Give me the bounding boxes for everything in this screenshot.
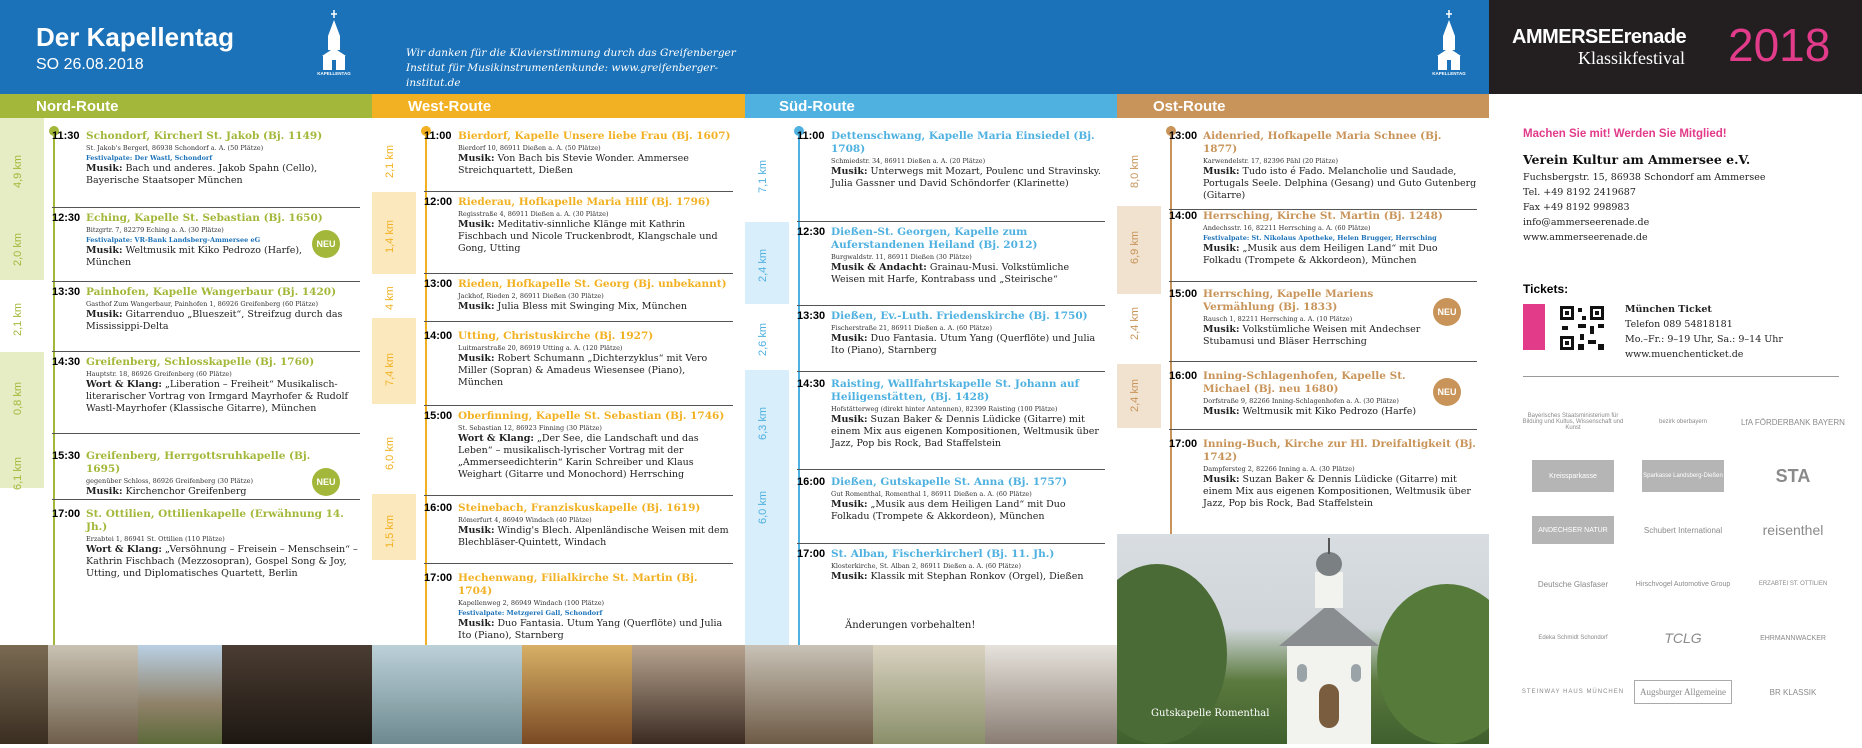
logo-caption: KAPELLENTAG	[317, 71, 351, 76]
sponsor-logo: Sparkasse Landsberg-Dießen	[1642, 460, 1724, 492]
distance-label: 0,8 km	[12, 381, 24, 415]
event-time: 17:00	[424, 572, 453, 584]
new-badge: NEU	[1433, 298, 1461, 326]
panel-divider	[1523, 376, 1839, 377]
music-label: Musik:	[86, 245, 123, 256]
event-time: 12:30	[52, 212, 81, 224]
event-time: 14:00	[1169, 210, 1198, 222]
sponsor-logo: Kreissparkasse	[1532, 460, 1614, 492]
brand-subtitle: Klassikfestival	[1578, 48, 1685, 68]
music-text: Volkstümliche Weisen mit Andechser Stubamusi und Bläser Herrsching	[1203, 324, 1421, 347]
music-label: Musik:	[1203, 474, 1240, 485]
event-entry	[1169, 210, 1477, 282]
event-time: 12:00	[424, 196, 453, 208]
music-label: Wort & Klang:	[86, 544, 162, 555]
event-place: Herrsching, Kapelle Mariens Vermählung (Bj. 1833)	[1203, 288, 1374, 313]
event-time: 12:30	[797, 226, 826, 238]
event-time: 13:30	[797, 310, 826, 322]
event-address: Klosterkirche, St. Alban 2, 86911 Dießen a. A. (60 Plätze)	[831, 562, 1021, 570]
distance-label: 6,0 km	[384, 436, 396, 470]
distance-label: 1,5 km	[384, 514, 396, 548]
thanks-line-1: Wir danken für die Klavierstimmung durch das Greifenberger	[406, 47, 736, 59]
event-place: Utting, Christuskirche (Bj. 1927)	[458, 330, 654, 342]
music-text: „Versöhnung – Freisein – Menschsein“ – Kathrin Fischbach (Mezzosopran), Gospel Song & Joy, Utting, und Diplomatisches Quartett, Berlin	[86, 544, 358, 579]
route-header-sued: Süd-Route	[745, 94, 1117, 118]
photo-strip-nord	[0, 645, 372, 744]
event-entry	[1169, 370, 1477, 430]
music-text: „Der See, die Landschaft und das Leben“ – musikalisch-lyrischer Vortrag mit der „Ammerseedichterin“ Karin Schreiber und Klaus Weighart (Gitarre und Monochord) Herrsching	[458, 433, 699, 480]
music-label: Musik:	[831, 333, 868, 344]
sponsor-logo: TCLG	[1664, 630, 1702, 646]
photo-chapel-entrance	[873, 645, 985, 744]
event-place: Greifenberg, Herrgottsruhkapelle (Bj. 1695)	[86, 450, 311, 475]
music-label: Musik:	[458, 153, 495, 164]
association-website[interactable]: www.ammerseerenade.de	[1523, 232, 1648, 243]
distance-label: 2,4 km	[1129, 378, 1141, 412]
event-time: 13:30	[52, 286, 81, 298]
photo-church	[138, 645, 222, 744]
event-address: Bitzgrtr. 7, 82279 Eching a. A. (30 Plätze)	[86, 226, 224, 234]
sponsor-logo: bezirk oberbayern	[1658, 419, 1708, 425]
event-address: Karwendelstr. 17, 82396 Pähl (20 Plätze)	[1203, 157, 1339, 165]
event-place: Rieden, Hofkapelle St. Georg (Bj. unbekannt)	[458, 278, 727, 290]
distance-label: 2,0 km	[12, 232, 24, 266]
event-time: 15:00	[424, 410, 453, 422]
sponsor-logo: Augsburger Allgemeine	[1634, 680, 1732, 704]
event-entry	[1169, 288, 1477, 362]
distance-label: 8,0 km	[1129, 154, 1141, 188]
event-entry	[52, 508, 360, 638]
event-place: Dießen-St. Georgen, Kapelle zum Auferstandenen Heiland (Bj. 2012)	[831, 226, 1038, 251]
music-label: Musik:	[1203, 166, 1240, 177]
event-place: Eching, Kapelle St. Sebastian (Bj. 1650)	[86, 212, 323, 224]
sponsor-grid	[1518, 396, 1848, 716]
event-entry	[424, 410, 733, 496]
music-text: Von Bach bis Stevie Wonder. Ammersee Streichquartett, Dießen	[458, 153, 689, 176]
event-address: Hauptstr. 18, 86926 Greifenberg (60 Plätze)	[86, 370, 232, 378]
event-place: Steinebach, Franziskuskapelle (Bj. 1619)	[458, 502, 701, 514]
music-text: Suzan Baker & Dennis Lüdicke (Gitarre) mit einem Mix aus eigenen Kompositionen, Weltmusik über Jazz, Pop bis Rock, Bad Staffelstein	[1203, 474, 1471, 509]
distance-label: 6,1 km	[12, 456, 24, 490]
event-entry	[797, 548, 1105, 608]
event-address: Römerfurt 4, 86949 Windach (40 Plätze)	[458, 516, 592, 524]
event-address: Gasthof Zum Wangerbaur, Painhofen 1, 86926 Greifenberg (60 Plätze)	[86, 300, 319, 308]
music-text: Suzan Baker & Dennis Lüdicke (Gitarre) mit einem Mix aus eigenen Kompositionen, Weltmusik über Jazz, Pop bis Rock, Bad Staffelstein	[831, 414, 1099, 449]
event-address: Regisstraße 4, 86911 Dießen a. A. (30 Plätze)	[458, 210, 609, 218]
changes-note: Änderungen vorbehalten!	[845, 620, 976, 631]
distance-label: 2,4 km	[757, 248, 769, 282]
distance-label: 4,9 km	[12, 154, 24, 188]
event-entry	[52, 130, 360, 208]
event-time: 17:00	[1169, 438, 1198, 450]
sponsor-logo: Bayerisches Staatsministerium für Bildung und Kultus, Wissenschaft und Kunst	[1522, 413, 1624, 431]
music-label: Musik:	[1203, 406, 1240, 417]
music-text: Weltmusik mit Kiko Pedrozo (Harfe)	[1242, 406, 1417, 417]
event-place: Dießen, Ev.-Luth. Friedenskirche (Bj. 1750)	[831, 310, 1088, 322]
event-entry	[424, 130, 733, 192]
distance-label: 7,4 km	[384, 352, 396, 386]
event-time: 13:00	[424, 278, 453, 290]
photo-altar	[522, 645, 632, 744]
music-text: Kirchenchor Greifenberg	[125, 486, 247, 497]
music-text: Meditativ-sinnliche Klänge mit Kathrin Fischbach und Nicole Truckenbrodt, Klangschale und Gong, Utting	[458, 219, 718, 254]
qr-code-icon	[1558, 304, 1606, 352]
music-text: Tudo isto é Fado. Melancholie und Saudade, Portugals Seele. Delphina (Gesang) und Guto Gutenberg (Gitarre)	[1203, 166, 1477, 201]
photo-singer	[632, 645, 745, 744]
event-address: Dampfersteg 2, 82266 Inning a. A. (30 Plätze)	[1203, 465, 1355, 473]
sponsor-logo: STA	[1775, 465, 1811, 486]
event-place: St. Alban, Fischerkircherl (Bj. 11. Jh.)	[831, 548, 1055, 560]
event-time: 16:00	[424, 502, 453, 514]
route-header-west: West-Route	[372, 94, 745, 118]
distance-label: 2,1 km	[384, 144, 396, 178]
event-place: Aidenried, Hofkapelle Maria Schnee (Bj. 1877)	[1203, 130, 1442, 155]
music-label: Musik:	[831, 414, 868, 425]
event-time: 15:30	[52, 450, 81, 462]
event-address: St. Jakob's Bergerl, 86938 Schondorf a. A. (50 Plätze)	[86, 144, 264, 152]
event-place: St. Ottilien, Ottilienkapelle (Erwähnung 14. Jh.)	[86, 508, 344, 533]
event-entry	[797, 378, 1105, 470]
event-address: Andechsstr. 16, 82211 Herrsching a. A. (60 Plätze)	[1203, 224, 1371, 232]
event-sponsor: Festivalpate: Der Wastl, Schondorf	[86, 154, 213, 162]
event-entry	[797, 226, 1105, 306]
page-title: Der Kapellentag	[36, 22, 234, 52]
music-label: Musik:	[458, 301, 495, 312]
event-place: Inning-Schlagenhofen, Kapelle St. Michael (Bj. neu 1680)	[1203, 370, 1406, 395]
route-column-nord	[0, 118, 372, 645]
event-place: Raisting, Wallfahrtskapelle St. Johann auf Heiligenstätten, (Bj. 1428)	[831, 378, 1080, 403]
chapel-photo	[1117, 534, 1489, 744]
brand-name: AMMERSEErenade	[1512, 26, 1687, 48]
event-place: Inning-Buch, Kirche zur Hl. Dreifaltigkeit (Bj. 1742)	[1203, 438, 1476, 463]
distance-label: 6,9 km	[1129, 230, 1141, 264]
photo-harp	[0, 645, 48, 744]
event-sponsor: Festivalpate: Metzgerei Gall, Schondorf	[458, 609, 603, 617]
thanks-note	[406, 46, 736, 91]
music-label: Musik:	[1203, 324, 1240, 335]
new-badge: NEU	[312, 230, 340, 258]
ticket-vendor: München Ticket	[1625, 304, 1712, 315]
event-time: 11:00	[797, 130, 825, 142]
music-text: Duo Fantasia. Utum Yang (Querflöte) und Julia Ito (Piano), Starnberg	[831, 333, 1096, 356]
event-address: Luitmarstraße 20, 86919 Utting a. A. (120 Plätze)	[458, 344, 623, 352]
music-label: Musik:	[86, 163, 123, 174]
event-place: Oberfinning, Kapelle St. Sebastian (Bj. 1746)	[458, 410, 725, 422]
event-place: Dettenschwang, Kapelle Maria Einsiedel (Bj. 1708)	[831, 130, 1095, 155]
event-place: Hechenwang, Filialkirche St. Martin (Bj. 1704)	[458, 572, 698, 597]
event-entry	[424, 502, 733, 564]
music-text: Julia Bless mit Swinging Mix, München	[497, 301, 687, 312]
distance-label: 2,4 km	[1129, 306, 1141, 340]
music-label: Musik:	[1203, 243, 1240, 254]
event-place: Bierdorf, Kapelle Unsere liebe Frau (Bj. 1607)	[458, 130, 731, 142]
association-address: Fuchsbergstr. 15, 86938 Schondorf am Ammersee	[1523, 172, 1766, 183]
sponsor-logo: ANDECHSER NATUR	[1532, 516, 1614, 544]
photo-guitarist	[48, 645, 138, 744]
music-label: Musik:	[458, 353, 495, 364]
brand-year: 2018	[1728, 19, 1831, 71]
event-place: Painhofen, Kapelle Wangerbaur (Bj. 1420)	[86, 286, 337, 298]
sponsor-logo: Hirschvogel Automotive Group	[1635, 580, 1731, 588]
music-text: Klassik mit Stephan Ronkov (Orgel), Dießen	[870, 571, 1084, 582]
route-column-west	[372, 118, 745, 645]
music-text: Weltmusik mit Kiko Pedrozo (Harfe), München	[86, 245, 303, 268]
event-time: 17:00	[52, 508, 81, 520]
sponsor-logo: reisenthel	[1762, 522, 1824, 538]
event-time: 16:00	[797, 476, 826, 488]
event-time: 13:00	[1169, 130, 1198, 142]
event-entry	[424, 572, 733, 642]
music-label: Musik:	[458, 219, 495, 230]
event-entry	[1169, 130, 1477, 210]
distance-label: 7,1 km	[757, 159, 769, 193]
music-label: Musik:	[86, 309, 123, 320]
event-entry	[424, 278, 733, 322]
event-time: 11:30	[52, 130, 80, 142]
route-header-ost: Ost-Route	[1117, 94, 1489, 118]
music-label: Musik:	[831, 571, 868, 582]
music-text: Unterwegs mit Mozart, Poulenc und Stravinsky. Julia Gassner und David Schöndorfer (Klarinette)	[831, 166, 1101, 189]
sponsor-logo: Deutsche Glasfaser	[1537, 579, 1609, 589]
event-place: Dießen, Gutskapelle St. Anna (Bj. 1757)	[831, 476, 1067, 488]
event-time: 14:30	[797, 378, 826, 390]
event-address: Kapellenweg 2, 86949 Windach (100 Plätze)	[458, 599, 605, 607]
photo-strip-sued	[745, 645, 1117, 744]
event-address: Schmiedstr. 34, 86911 Dießen a. A. (20 Plätze)	[831, 157, 986, 165]
event-address: Gut Romenthal, Romenthal 1, 86911 Dießen a. A. (60 Plätze)	[831, 490, 1032, 498]
music-text: „Musik aus dem Heiligen Land“ mit Duo Folkadu (Trompete & Akkordeon), München	[831, 499, 1066, 522]
event-entry	[797, 476, 1105, 544]
music-text: Windig's Blech. Alpenländische Weisen mit dem Blechbläser-Quintett, Windach	[458, 525, 729, 548]
event-address: gegenüber Schloss, 86926 Greifenberg (30 Plätze)	[86, 477, 254, 485]
event-time: 14:30	[52, 356, 81, 368]
music-label: Musik:	[831, 166, 868, 177]
event-entry	[52, 356, 360, 434]
distance-band	[745, 542, 789, 645]
association-email[interactable]: info@ammerseerenade.de	[1523, 217, 1650, 228]
ticket-phone: Telefon 089 54818181	[1625, 319, 1733, 330]
sponsor-logo: Schubert International	[1643, 525, 1723, 535]
event-entry	[424, 330, 733, 406]
photo-duo-fantasia	[985, 645, 1117, 744]
distance-label: 2,6 km	[757, 322, 769, 356]
photo-string-quartet	[372, 645, 522, 744]
sponsor-logo: BR KLASSIK	[1769, 687, 1817, 697]
event-place: Greifenberg, Schlosskapelle (Bj. 1760)	[86, 356, 315, 368]
event-address: Rausch 1, 82211 Herrsching a. A. (10 Plätze)	[1203, 315, 1353, 323]
event-sponsor: Festivalpate: VR-Bank Landsberg-Ammersee eG	[86, 236, 261, 244]
distance-label: 4 km	[384, 286, 396, 310]
event-entry	[797, 130, 1105, 222]
event-entry	[52, 286, 360, 352]
music-label: Musik:	[458, 618, 495, 629]
association-fax: Fax +49 8192 998983	[1523, 202, 1630, 213]
event-sponsor: Festivalpate: St. Nikolaus Apotheke, Helen Brugger, Herrsching	[1203, 234, 1437, 242]
event-place: Schondorf, Kircherl St. Jakob (Bj. 1149)	[86, 130, 323, 142]
music-label: Wort & Klang:	[86, 379, 162, 390]
event-address: Erzabtei 1, 86941 St. Ottilien (110 Plätze)	[86, 535, 225, 543]
sponsor-logo: LfA FÖRDERBANK BAYERN	[1741, 417, 1845, 427]
route-header-nord: Nord-Route	[0, 94, 372, 118]
event-address: Dorfstraße 9, 82266 Inning-Schlagenhofen a. A. (30 Plätze)	[1203, 397, 1399, 405]
music-text: Grainau-Musi. Volkstümliche Weisen mit Harfe, Kontrabass und „Steirische“	[831, 262, 1070, 285]
event-time: 11:00	[424, 130, 452, 142]
new-badge: NEU	[1433, 378, 1461, 406]
distance-label: 6,3 km	[757, 406, 769, 440]
event-place: Herrsching, Kirche St. Martin (Bj. 1248)	[1203, 210, 1443, 222]
logo-caption: KAPELLENTAG	[1432, 71, 1466, 76]
new-badge: NEU	[312, 468, 340, 496]
sponsor-logo: Edeka Schmidt Schondorf	[1538, 635, 1608, 641]
tickets-label: Tickets:	[1523, 282, 1569, 296]
event-address: Bierdorf 10, 86911 Dießen a. A. (50 Plätze)	[458, 144, 601, 152]
muenchen-ticket-logo-icon	[1523, 304, 1545, 350]
music-text: Duo Fantasia. Utum Yang (Querflöte) und Julia Ito (Piano), Starnberg	[458, 618, 723, 641]
association-phone: Tel. +49 8192 2419687	[1523, 187, 1636, 198]
event-address: St. Sebastian 12, 86923 Finning (30 Plätze)	[458, 424, 602, 432]
event-time: 16:00	[1169, 370, 1198, 382]
membership-tagline: Machen Sie mit! Werden Sie Mitglied!	[1523, 128, 1727, 140]
music-text: Robert Schumann „Dichterzyklus“ mit Vero Miller (Sopran) & Amadeus Wiesensee (Piano), München	[458, 353, 708, 388]
photo-caption: Gutskapelle Romenthal	[1151, 708, 1270, 719]
event-entry	[1169, 438, 1477, 528]
music-label: Musik & Andacht:	[831, 262, 927, 273]
event-entry	[797, 310, 1105, 372]
ticket-info	[1625, 302, 1783, 362]
distance-label: 2,1 km	[12, 302, 24, 336]
music-label: Musik:	[86, 486, 123, 497]
photo-guitar-duo	[745, 645, 873, 744]
sponsor-logo: STEINWAY HAUS MÜNCHEN	[1521, 689, 1625, 695]
event-time: 15:00	[1169, 288, 1198, 300]
association-name: Verein Kultur am Ammersee e.V.	[1523, 152, 1751, 167]
event-date: SO 26.08.2018	[36, 56, 144, 73]
event-place: Riederau, Hofkapelle Maria Hilf (Bj. 1796)	[458, 196, 711, 208]
event-entry	[424, 196, 733, 274]
thanks-line-2: Institut für Musikinstrumentenkunde: www.greifenberger-institut.de	[406, 62, 719, 89]
music-text: Gitarrenduo „Blueszeit“, Streifzug durch das Mississippi-Delta	[86, 309, 343, 332]
event-address: Fischerstraße 21, 86911 Dießen a. A. (60 Plätze)	[831, 324, 993, 332]
music-label: Musik:	[458, 525, 495, 536]
photo-quartet	[222, 645, 372, 744]
music-text: „Musik aus dem Heiligen Land“ mit Duo Folkadu (Trompete & Akkordeon), München	[1203, 243, 1438, 266]
event-address: Jackhof, Rieden 2, 86911 Dießen (30 Plätze)	[458, 292, 604, 300]
music-label: Musik:	[831, 499, 868, 510]
music-label: Wort & Klang:	[458, 433, 534, 444]
event-time: 17:00	[797, 548, 826, 560]
sponsor-logo: ERZABTEI ST. OTTILIEN	[1758, 581, 1828, 587]
ticket-hours: Mo.–Fr.: 9–19 Uhr, Sa.: 9–14 Uhr	[1625, 334, 1783, 345]
music-text: „Liberation – Freiheit“ Musikalisch-literarischer Vortrag von Irmgard Mayrhofer & Rudolf Wastl-Mayrhofer (Klassische Gitarre), München	[86, 379, 349, 414]
event-address: Burgwaldstr. 11, 86911 Dießen (30 Plätze)	[831, 253, 972, 261]
route-column-sued	[745, 118, 1117, 645]
sponsor-logo: EHRMANNWACKER	[1760, 634, 1826, 642]
event-address: Hofstätterweg (direkt hinter Antennen), 82399 Raisting (100 Plätze)	[831, 405, 1058, 413]
ticket-website[interactable]: www.muenchenticket.de	[1625, 349, 1744, 360]
event-time: 14:00	[424, 330, 453, 342]
photo-strip-west	[372, 645, 745, 744]
music-text: Bach und anderes. Jakob Spahn (Cello), Bayerische Staatsoper München	[86, 163, 318, 186]
route-column-ost	[1117, 118, 1489, 534]
distance-label: 6,0 km	[757, 490, 769, 524]
distance-label: 1,4 km	[384, 219, 396, 253]
